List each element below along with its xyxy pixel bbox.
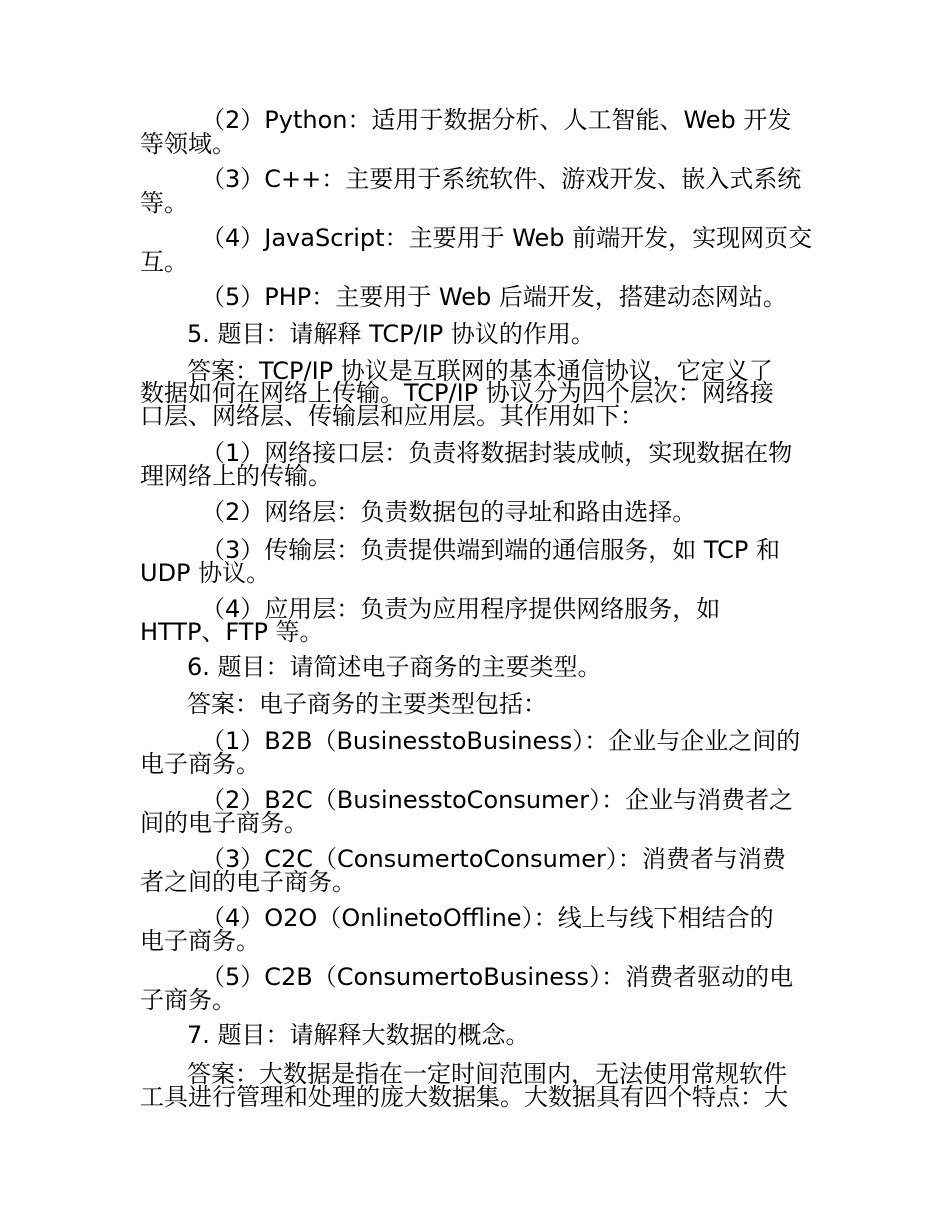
question-heading: 6. 题目：请简述电子商务的主要类型。 [187, 653, 602, 681]
text-line: 间的电子商务。 [140, 809, 308, 837]
text-line: 理网络上的传输。 [140, 462, 332, 490]
text-line: （3）C2C（ConsumertoConsumer）：消费者与消费 [201, 845, 786, 873]
text-line: 工具进行管理和处理的庞大数据集。大数据具有四个特点：大 [140, 1083, 788, 1111]
text-line: （4）应用层：负责为应用程序提供网络服务，如 [201, 595, 721, 623]
text-line: （1）B2B（BusinesstoBusiness）：企业与企业之间的 [201, 727, 801, 755]
text-line: （3）C++：主要用于系统软件、游戏开发、嵌入式系统 [201, 165, 802, 193]
text-line: （5）C2B（ConsumertoBusiness）：消费者驱动的电 [201, 963, 794, 991]
text-line: 互。 [140, 248, 188, 276]
text-line: （3）传输层：负责提供端到端的通信服务，如 TCP 和 [201, 536, 781, 564]
text-line: 等领域。 [140, 130, 236, 158]
text-line: UDP 协议。 [140, 559, 271, 587]
text-line: HTTP、FTP 等。 [140, 618, 324, 646]
text-line: （2）网络层：负责数据包的寻址和路由选择。 [201, 498, 697, 526]
text-line: （1）网络接口层：负责将数据封装成帧，实现数据在物 [201, 439, 793, 467]
question-heading: 5. 题目：请解释 TCP/IP 协议的作用。 [187, 320, 595, 348]
text-line: 电子商务。 [140, 750, 260, 778]
text-line: 答案：TCP/IP 协议是互联网的基本通信协议，它定义了 [187, 357, 773, 385]
text-line: 答案：电子商务的主要类型包括： [187, 690, 547, 718]
question-heading: 7. 题目：请解释大数据的概念。 [187, 1021, 530, 1049]
text-line: 者之间的电子商务。 [140, 868, 356, 896]
text-line: （2）Python：适用于数据分析、人工智能、Web 开发 [201, 106, 792, 134]
text-line: 等。 [140, 189, 188, 217]
text-line: 电子商务。 [140, 927, 260, 955]
text-line: 答案：大数据是指在一定时间范围内，无法使用常规软件 [187, 1060, 787, 1088]
text-line: （5）PHP：主要用于 Web 后端开发，搭建动态网站。 [201, 283, 787, 311]
text-line: 口层、网络层、传输层和应用层。其作用如下： [140, 402, 644, 430]
text-line: 数据如何在网络上传输。TCP/IP 协议分为四个层次：网络接 [140, 379, 774, 407]
text-line: （4）O2O（OnlinetoOffline）：线上与线下相结合的 [201, 904, 774, 932]
text-line: （2）B2C（BusinesstoConsumer）：企业与消费者之 [201, 786, 794, 814]
text-line: 子商务。 [140, 986, 236, 1014]
text-line: （4）JavaScript：主要用于 Web 前端开发，实现网页交 [201, 224, 813, 252]
